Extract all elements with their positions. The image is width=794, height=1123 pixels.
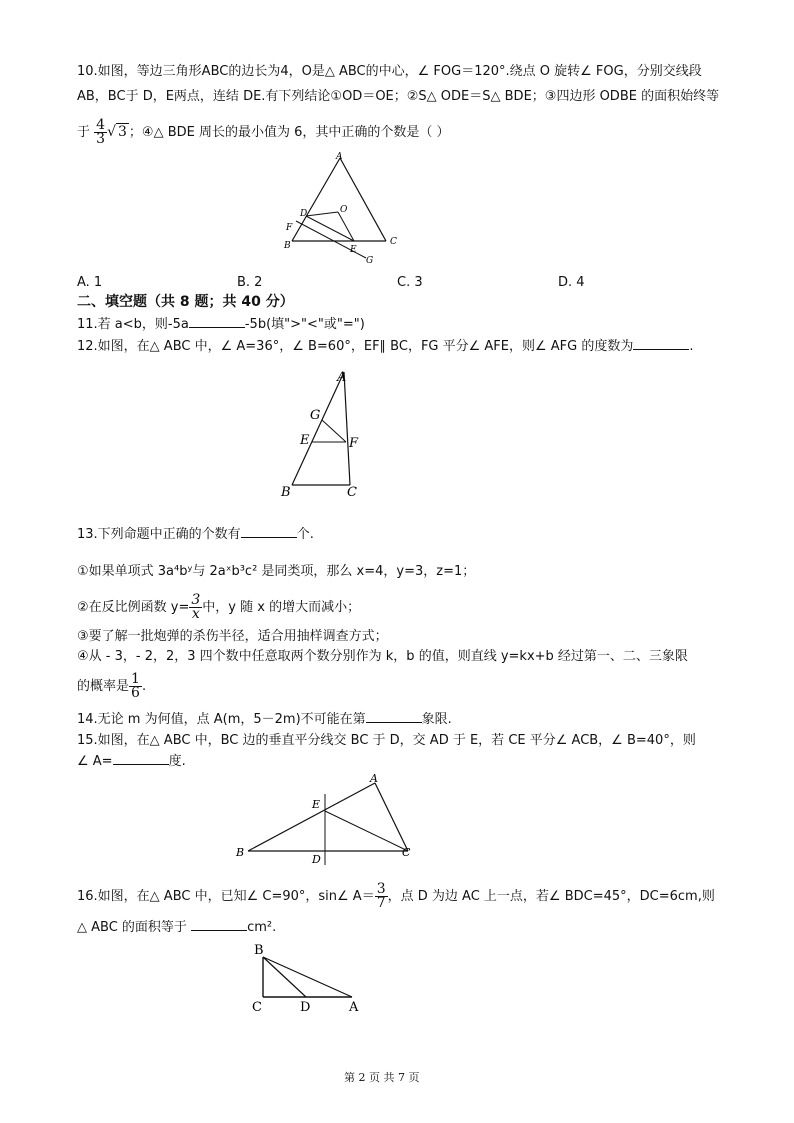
q13-item4b	[77, 670, 146, 704]
q12-label-b: B	[281, 485, 291, 500]
q13-answer-blank[interactable]	[241, 525, 297, 538]
q16-line2-pre: △ ABC 的面积等于	[77, 920, 187, 935]
q14-pre: 14.无论 m 为何值，点 A(m，5－2m)不可能在第	[77, 712, 366, 727]
q16-figure	[248, 940, 368, 1016]
q16-line2	[77, 918, 276, 937]
q11-pre: 11.若 a<b，则-5a	[77, 317, 189, 332]
q16-label-b: B	[254, 943, 264, 958]
q10-label-g: G	[366, 256, 374, 265]
q13-item2-fraction: $\frac{3}{x}$	[191, 592, 201, 622]
option-a[interactable]: A. 1	[77, 275, 103, 290]
q10-sqrt: √ 3	[107, 124, 127, 140]
q10-fraction: $\frac{4}{3}$	[96, 117, 106, 147]
q10-label-a: A	[336, 152, 343, 162]
q16-line1-pre: 16.如图，在△ ABC 中，已知∠ C=90°，sin∠ A＝	[77, 889, 375, 904]
q13-item4-fraction: $\frac{1}{6}$	[131, 671, 140, 701]
q14-post: 象限.	[421, 712, 452, 727]
q15-line2-pre: ∠ A=	[77, 754, 113, 769]
q12-label-a: A	[337, 370, 347, 385]
q13-item4: ④从 - 3，- 2，2，3 四个数中任意取两个数分别作为 k，b 的值，则直线 y=kx+b 经过第一、二、三象限	[77, 649, 688, 664]
q16-label-d: D	[300, 1000, 311, 1015]
q15-figure	[232, 770, 422, 865]
q12-answer-blank[interactable]	[633, 337, 689, 350]
q12-post: .	[689, 339, 694, 354]
q10-label-o: O	[340, 205, 348, 215]
q13	[77, 525, 314, 544]
q13-item3: ③要了解一批炮弹的杀伤半径，适合用抽样调查方式；	[77, 629, 388, 644]
q15-label-d: D	[312, 853, 321, 865]
section-heading: 二、填空题（共 8 题；共 40 分）	[77, 294, 294, 310]
q11	[77, 315, 365, 334]
q12-pre: 12.如图，在△ ABC 中，∠ A=36°，∠ B=60°，EF∥ BC，FG 平分∠ AFE，则∠ AFG 的度数为	[77, 339, 634, 354]
q16-label-a: A	[349, 1000, 359, 1015]
q15-line2-post: 度.	[168, 754, 186, 769]
page-footer: 第 2 页 共 7 页	[344, 1071, 420, 1084]
q12-label-f: F	[349, 436, 359, 451]
q16-fraction: $\frac{3}{7}$	[376, 881, 386, 911]
q15-line1: 15.如图，在△ ABC 中，BC 边的垂直平分线交 BC 于 D，交 AD 于 E，若 CE 平分∠ ACB，∠ B=40°，则	[77, 733, 696, 748]
q12	[77, 337, 694, 356]
q11-post: -5b(填">"<"或"=")	[244, 317, 365, 332]
q15-label-e: E	[312, 798, 321, 811]
q16-line1	[77, 882, 715, 912]
q12-label-c: C	[347, 485, 357, 500]
option-c[interactable]: C. 3	[397, 275, 423, 290]
q10-label-d: D	[300, 209, 308, 219]
q13-item2	[77, 593, 360, 623]
q13-item2-pre: ②在反比例函数 y=	[77, 600, 190, 615]
q12-label-g: G	[310, 408, 321, 423]
q10-line1: 10.如图，等边三角形ABC的边长为4，O是△ ABC的中心，∠ FOG＝120°.绕点 O 旋转∠ FOG，分别交线段	[77, 64, 702, 79]
q13-item1: ①如果单项式 3a⁴bʸ与 2aˣb³c² 是同类项，那么 x=4，y=3，z=1；	[77, 564, 476, 579]
q13-post: 个.	[296, 527, 314, 542]
q10-label-b: B	[284, 241, 291, 251]
q15-line2	[77, 752, 186, 771]
q16-answer-blank[interactable]	[191, 918, 247, 931]
q10-line3-post: ；④△ BDE 周长的最小值为 6，其中正确的个数是（ ）	[128, 125, 450, 140]
option-b[interactable]: B. 2	[237, 275, 263, 290]
q16-line2-post: cm².	[247, 920, 277, 935]
q15-label-b: B	[236, 846, 245, 859]
q12-label-e: E	[300, 433, 310, 448]
q13-item4b-pre: 的概率是	[77, 679, 130, 694]
q10-line3-pre: 于	[77, 125, 91, 140]
q14-answer-blank[interactable]	[366, 710, 422, 723]
q10-label-e: E	[350, 245, 357, 255]
option-d[interactable]: D. 4	[558, 275, 585, 290]
q14	[77, 710, 452, 729]
q15-answer-blank[interactable]	[113, 752, 169, 765]
q10-line3	[77, 114, 450, 151]
q15-label-a: A	[370, 772, 378, 785]
q12-figure	[278, 362, 368, 500]
q10-line2: AB，BC于 D，E两点，连结 DE.有下列结论①OD＝OE；②S△ ODE＝S△ BDE；③四边形 ODBE 的面积始终等	[77, 89, 720, 104]
q13-item2-post: 中，y 随 x 的增大而减小；	[202, 600, 361, 615]
q10-label-c: C	[390, 237, 397, 247]
q13-item4b-post: .	[141, 679, 147, 694]
q10-label-f: F	[286, 223, 293, 233]
q13-pre: 13.下列命题中正确的个数有	[77, 527, 241, 542]
q11-answer-blank[interactable]	[189, 315, 245, 328]
q16-label-c: C	[252, 1000, 262, 1015]
q15-label-c: C	[402, 846, 411, 859]
q16-line1-post: ，点 D 为边 AC 上一点，若∠ BDC=45°，DC=6cm,则	[387, 889, 715, 904]
q10-figure	[280, 150, 410, 265]
